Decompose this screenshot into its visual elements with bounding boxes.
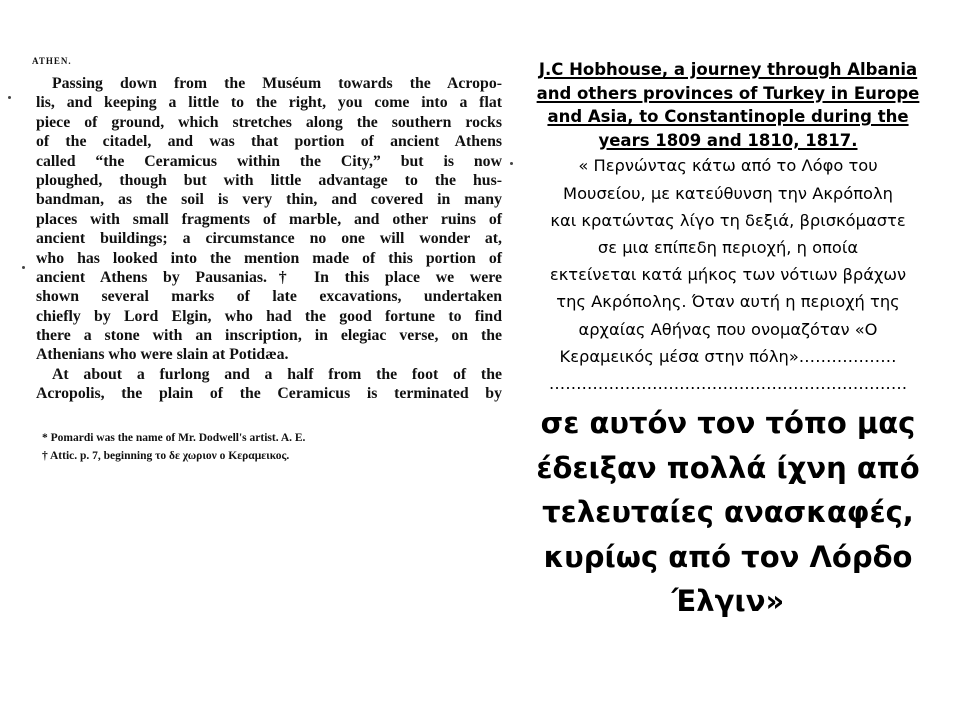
scan-line: who has looked into the mention made of this portion of [36,249,502,267]
translation-line: Κεραμεικός μέσα στην πόλη»……………… [559,346,897,366]
citation-line: and Asia, to Constantinople during the [547,107,909,127]
scan-line: called “the Ceramicus within the City,” but is now [36,152,502,170]
scan-line: Passing down from the Muséum towards the Acropo- [52,75,502,92]
citation-line: years 1809 and 1810, 1817. [598,130,858,150]
scan-line: lis, and keeping a little to the right, you come into a flat [36,94,502,112]
translation-line: αρχαίας Αθήνας που ονομαζόταν «Ο [578,319,878,339]
translation-line: της Ακρόπολης. Όταν αυτή η περιοχή της [556,292,900,312]
scan-line: ploughed, though but with little advantage to the hus- [36,171,502,189]
scan-footnotes [42,430,482,464]
translation-line: εκτείνεται κατά μήκος των νότιων βράχων [549,265,907,285]
scan-line: there a stone with an inscription, in elegiac verse, on the [36,327,502,345]
emphasis-line: τελευταίες ανασκαφές, [542,495,914,530]
scan-line: ancient buildings; a circumstance no one will wonder at, [36,230,502,248]
commentary-panel [508,58,948,624]
scan-header-mark: ATHEN. [32,56,72,66]
translation-line: ………………………………………………………… [548,374,908,393]
citation-line: J.C Hobhouse, a journey through Albania [538,60,918,79]
footnote-attic: † Attic. p. 7, beginning το δε χωριον ο Κεραμεικος. [42,450,290,462]
emphasis-line: Έλγιν» [671,584,785,619]
translation-line: Μουσείου, με κατεύθυνση την Ακρόπολη [563,183,893,203]
scan-line: ancient Athens by Pausanias.† In this place we were [36,268,502,286]
citation-line: and others provinces of Turkey in Europe [536,83,920,103]
translation-line: σε μια επίπεδη περιοχή, η οποία [597,237,859,257]
scan-line: bandman, as the soil is very thin, and covered in many [36,191,502,209]
scan-line: chiefly by Lord Elgin, who had the good fortune to find [36,307,502,325]
scan-text-block [24,74,502,404]
emphasis-line: έδειξαν πολλά ίχνη από [536,450,920,485]
emphasis-line: κυρίως από τον Λόρδο [543,539,913,574]
scanned-book-excerpt [24,54,502,474]
scan-line: shown several marks of late excavations, undertaken [36,288,502,306]
translation-line: « Περνώντας κάτω από το Λόφο του [578,156,878,176]
scan-line: At about a furlong and a half from the foot of the [52,365,502,383]
scan-line: Acropolis, the plain of the Ceramicus is terminated by [36,385,502,403]
source-citation [508,58,948,152]
emphasis-line: σε αυτόν τον τόπο μας [540,406,916,441]
scan-speck [8,96,11,99]
scan-line: of the citadel, and was that portion of ancient Athens [36,133,502,151]
emphasized-quote [508,401,948,624]
footnote-pomardi: * Pomardi was the name of Mr. Dodwell's artist. A. E. [42,432,306,444]
scan-line: places with small fragments of marble, and other ruins of [36,210,502,228]
translation-line: και κρατώντας λίγο τη δεξιά, βρισκόμαστε [550,210,906,230]
scan-line: piece of ground, which stretches along the southern rocks [36,113,502,131]
scan-line: Athenians who were slain at Potidæa. [36,346,289,364]
scan-speck [22,266,25,269]
greek-translation [508,152,948,397]
